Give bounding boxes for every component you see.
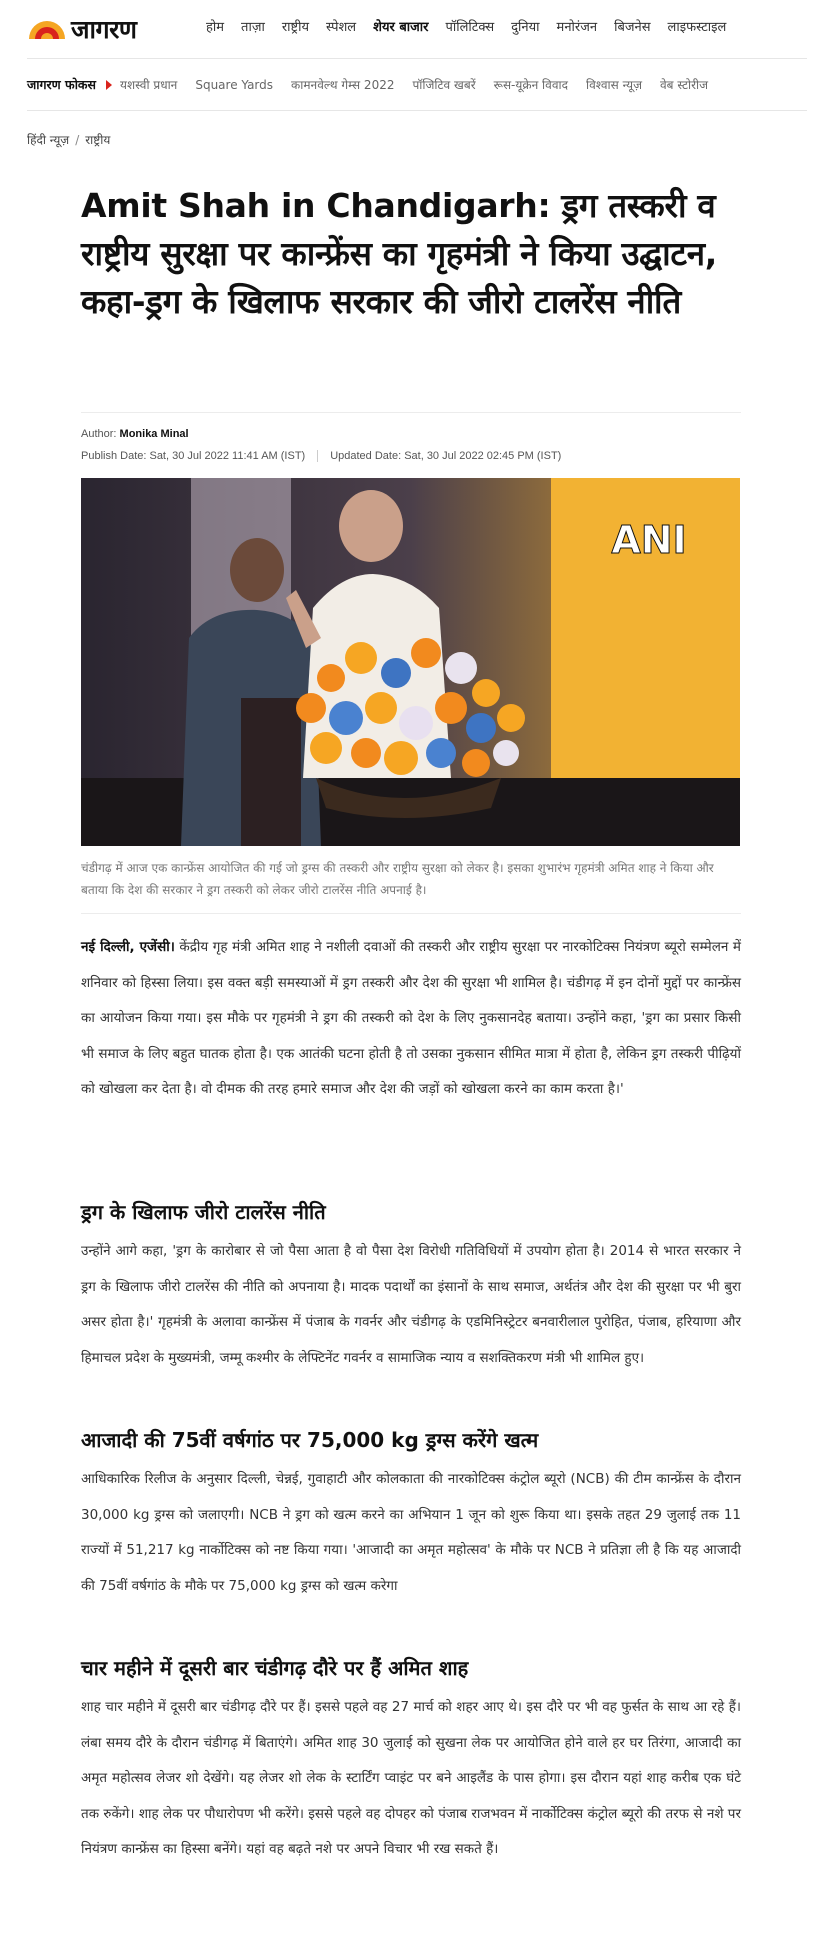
focus-label[interactable]: जागरण फोकस bbox=[27, 77, 96, 92]
paragraph-text: केंद्रीय गृह मंत्री अमित शाह ने नशीली दवाओं की तस्करी और राष्ट्रीय सुरक्षा पर नारकोटिक्स नियंत्रण ब्यूरो सम्मेलन में शनिवार को हिस्सा लिया। इस वक्त बड़ी समस्याओं में ड्रग तस्करी और देश की सुरक्षा भी शामिल है। चंडीगढ़ में इन दोनों मुद्दों पर कान्फ्रेंस का आयोजन किया गया। इस मौके पर गृहमंत्री ने ड्रग की तस्करी को देश के लिए नुकसानदेह बताया। उन्होंने कहा, 'ड्रग का प्रसार किसी भी समाज के लिए बहुत घातक होता है। एक आतंकी घटना होती है तो उसका नुकसान सीमित मात्रा में होता है, लेकिन ड्रग तस्करी पीढ़ियों को खोखला कर देता है। वो दीमक की तरह हमारे समाज और देश की जड़ों को खोखला करने का काम करता है।' bbox=[81, 939, 741, 1097]
focus-item[interactable]: यशस्वी प्रधान bbox=[119, 78, 178, 92]
nav-item-politics[interactable]: पॉलिटिक्स bbox=[445, 20, 495, 35]
updated-date: Updated Date: Sat, 30 Jul 2022 02:45 PM (IST) bbox=[330, 450, 562, 462]
nav-item-business[interactable]: बिजनेस bbox=[614, 20, 651, 35]
subnav-divider bbox=[27, 110, 807, 111]
focus-item[interactable]: Square Yards bbox=[195, 77, 274, 92]
nav-item-share-market[interactable]: शेयर बाजार bbox=[373, 20, 429, 35]
section-heading: ड्रग के खिलाफ जीरो टालरेंस नीति bbox=[81, 1200, 326, 1224]
section-heading: आजादी की 75वीं वर्षगांठ पर 75,000 kg ड्रग्स करेंगे खत्म bbox=[81, 1428, 539, 1452]
nav-item-entertainment[interactable]: मनोरंजन bbox=[556, 20, 598, 35]
article-hero-image bbox=[81, 478, 740, 846]
logo-wordmark: जागरण bbox=[71, 15, 137, 44]
breadcrumb bbox=[27, 131, 110, 148]
article-paragraph: उन्होंने आगे कहा, 'ड्रग के कारोबार से जो पैसा आता है वो पैसा देश विरोधी गतिविधियों में उपयोग होता है। 2014 से भारत सरकार ने ड्रग के खिलाफ जीरो टालरेंस की नीति को अपनाया है। मादक पदार्थों का इंसानों के साथ समाज, अर्थतंत्र और देश की सुरक्षा पर भी बुरा असर होता है।' गृहमंत्री के अलावा कान्फ्रेंस में पंजाब के गवर्नर और चंडीगढ़ के एडमिनिस्ट्रेटर बनवारीलाल पुरोहित, पंजाब, हरियाणा और हिमाचल प्रदेश के मुख्यमंत्री, जम्मू कश्मीर के लेफ्टिनेंट गवर्नर व सामाजिक न्याय व सशक्तिकरण मंत्री भी शामिल हुए। bbox=[81, 1243, 741, 1366]
publish-date: Publish Date: Sat, 30 Jul 2022 11:41 AM (IST) bbox=[81, 450, 306, 462]
site-header bbox=[0, 0, 834, 58]
main-nav bbox=[206, 17, 743, 35]
breadcrumb-section[interactable]: राष्ट्रीय bbox=[85, 133, 111, 147]
image-caption: चंडीगढ़ में आज एक कान्फ्रेंस आयोजित की गई जो ड्रग्स की तस्करी और राष्ट्रीय सुरक्षा को लेकर है। इसका शुभारंभ गृहमंत्री अमित शाह ने किया और बताया कि देश की सरकार ने ड्रग तस्करी को लेकर जीरो टालरेंस नीति अपनाई है। bbox=[81, 861, 714, 897]
headline-divider bbox=[81, 412, 741, 413]
focus-item[interactable]: कामनवेल्थ गेम्स 2022 bbox=[291, 78, 395, 92]
header-divider bbox=[27, 58, 807, 59]
dateline: नई दिल्ली, एजेंसी। bbox=[81, 939, 175, 955]
focus-item[interactable]: वेब स्टोरीज bbox=[659, 78, 709, 92]
caret-right-icon bbox=[106, 80, 112, 90]
nav-item-world[interactable]: दुनिया bbox=[511, 20, 540, 35]
caption-divider bbox=[81, 913, 741, 914]
article-paragraph bbox=[81, 930, 741, 1108]
nav-item-home[interactable]: होम bbox=[206, 20, 225, 35]
focus-item[interactable]: रूस-यूक्रेन विवाद bbox=[493, 78, 568, 92]
focus-item[interactable]: विश्वास न्यूज़ bbox=[585, 78, 642, 92]
section-heading: चार महीने में दूसरी बार चंडीगढ़ दौरे पर हैं अमित शाह bbox=[81, 1656, 469, 1680]
nav-item-special[interactable]: स्पेशल bbox=[326, 20, 357, 35]
nav-item-latest[interactable]: ताज़ा bbox=[241, 20, 265, 35]
article-dates bbox=[81, 450, 561, 462]
article-headline: Amit Shah in Chandigarh: ड्रग तस्करी व राष्ट्रीय सुरक्षा पर कान्फ्रेंस का गृहमंत्री ने किया उद्घाटन, कहा-ड्रग के खिलाफ सरकार की जीरो टालरेंस नीति bbox=[81, 186, 717, 321]
author-line bbox=[81, 428, 189, 440]
author-name[interactable]: Monika Minal bbox=[119, 428, 189, 440]
sun-logo-icon bbox=[27, 17, 67, 41]
ani-watermark: ANI bbox=[611, 518, 687, 562]
breadcrumb-separator: / bbox=[75, 133, 80, 147]
article-paragraph: आधिकारिक रिलीज के अनुसार दिल्ली, चेन्नई, गुवाहाटी और कोलकाता की नारकोटिक्स कंट्रोल ब्यूरो (NCB) की टीम कान्फ्रेंस के दौरान 30,000 kg ड्रग्स को जलाएगी। NCB ने ड्रग को खत्म करने का अभियान 1 जून को शुरू किया था। इसके तहत 29 जुलाई तक 11 राज्यों में 51,217 kg नार्कोटिक्स को नष्ट किया गया। 'आजादी का अमृत महोत्सव' के मौके पर NCB ने प्रतिज्ञा ली है कि यह आजादी की 75वीं वर्षगांठ के मौके पर 75,000 kg ड्रग्स को खत्म करेगा bbox=[81, 1471, 741, 1594]
focus-nav bbox=[27, 76, 726, 93]
date-divider bbox=[317, 450, 318, 462]
nav-item-national[interactable]: राष्ट्रीय bbox=[281, 20, 310, 35]
article-paragraph: शाह चार महीने में दूसरी बार चंडीगढ़ दौरे पर हैं। इससे पहले वह 27 मार्च को शहर आए थे। इस दौरे पर भी वह फुर्सत के साथ आ रहे हैं। लंबा समय दौरे के दौरान चंडीगढ़ में बिताएंगे। अमित शाह 30 जुलाई को सुखना लेक पर आयोजित होने वाले हर घर तिरंगा, आजादी का अमृत महोत्सव लेजर शो देखेंगे। यह लेजर शो लेक के स्टार्टिंग प्वाइंट पर बने आइलैंड के पास होगा। इस दौरान यहां शाह करीब एक घंटे तक रुकेंगे। शाह लेक पर पौधारोपण भी करेंगे। इससे पहले वह दोपहर को पंजाब राजभवन में नार्कोटिक्स कंट्रोल ब्यूरो की तरफ से नशे पर नियंत्रण कान्फ्रेंस का हिस्सा बनेंगे। यहां वह बढ़ते नशे पर अपने विचार भी रख सकते हैं। bbox=[81, 1699, 741, 1857]
focus-item[interactable]: पॉजिटिव खबरें bbox=[412, 78, 476, 92]
breadcrumb-home[interactable]: हिंदी न्यूज़ bbox=[27, 133, 70, 147]
author-label: Author: bbox=[81, 428, 117, 440]
nav-item-lifestyle[interactable]: लाइफस्टाइल bbox=[667, 20, 727, 35]
site-logo[interactable] bbox=[27, 14, 136, 44]
